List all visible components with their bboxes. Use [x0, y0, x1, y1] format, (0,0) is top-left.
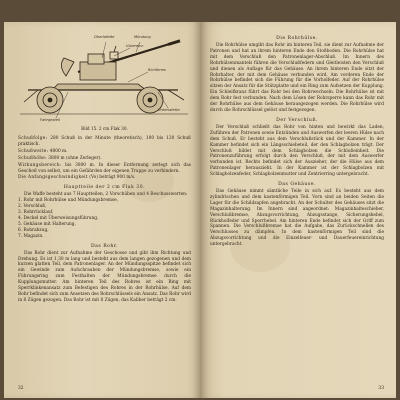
label-traverse-circle: Richtkreis	[148, 68, 166, 72]
label-muzzle: Mündung	[134, 35, 151, 39]
spec-rate-of-fire	[18, 136, 191, 148]
breech-description: Der Verschluß schließt das Rohr von hinten und bewirkt das Laden, Zuführen der Patronen sowie Entzünden und Auswerfen der leeren Hülse nach dem Schuß. Er besteht aus dem Verschlußstück und der Kammer. In der Kammer befindet sich ein Längsschiebeteil, der den Schlagbolzen trägt. Der Verschluß bildet mit dem Schlagbolzen die Schloßeinheit. Die Patronenzuführung erfolgt durch den Verschluß, der mit dem Auswerfer verbunden ist. Rechts befindet sich der Auszieher, der die Hülse aus dem Patronenlager herauszieht. In der Kammer ist der Schlagbolzen mit Schlagbolzenfeder, Schlagbolzenmutter und Zentrierring untergebracht.	[210, 124, 384, 178]
spec-value: bis 3800 m. In dieser Entfernung zerlegt sich das Geschoß von selbst, um ein Gefährden der eigenen Truppe zu verhindern.	[18, 162, 191, 174]
section-heading-barrel-sleeve: Die Rohrhülse.	[276, 36, 318, 41]
spec-key: Schußfolge:	[18, 136, 48, 141]
main-parts-intro: Die Waffe besteht aus 7 Hauptteilen, 2 Vorschüben und 4 Beschusswerten:	[24, 192, 188, 198]
spec-value: 280 Schuß in der Minute (theoretisch), 100 bis 120 Schuß praktisch.	[18, 136, 191, 147]
spec-key: Schußweite:	[18, 148, 49, 154]
label-lower-mount: Unterlafette	[158, 108, 180, 112]
page-number-right: 33	[378, 386, 384, 391]
list-item: 4. Deckel mit Überweisungsführung,	[18, 215, 99, 221]
section-heading-barrel: Das Rohr.	[90, 243, 119, 249]
list-item: 7. Magazin.	[18, 233, 44, 239]
page-number-left: 32	[18, 386, 24, 391]
label-chassis: Fahrgestell	[40, 118, 61, 122]
figure-caption: Bild 15. 2 cm Flak 30.	[81, 126, 128, 131]
section-heading-breech: Der Verschluß.	[276, 117, 318, 123]
left-page	[4, 22, 200, 398]
spec-value: 3800 m (ohne Zerleger).	[48, 155, 102, 161]
spec-key: Die Anfangsgeschwindigkeit	[18, 175, 88, 181]
housing-description: Das Gehäuse nimmt sämtliche Teile in sich auf. Es besteht aus dem zylindrischen und dem kastenförmigen Teil. Vorn sind an beiden Seiten die Lager für die Schildzapfen angebracht. An der Schulter des Gehäuses sitzt die Magazinhalterung. Im Innern sind angeordnet: Magazinhalteschieber, Verschlußbremse, Abzugsvorrichtung, Abzugsstange, Sicherungshebel, Rückholfeder und Sperrhebel. Am hinteren Ende befindet sich der Griff zum Spannen. Die Verschlußbremse hat die Aufgabe, das Zurückschnellen des Verschlusses zu dämpfen. In dem kastenförmigen Teil sind die Abzugsvorrichtung und die Einzelfeuer- und Dauerfeuereinrichtung untergebracht.	[210, 189, 384, 248]
right-page	[200, 22, 396, 398]
spec-value: 4800 m.	[49, 148, 68, 154]
label-upper-mount: Oberlafette	[94, 35, 115, 39]
barrel-sleeve-description: Die Rohrhülse umgibt das Rohr im hinteren Teil, sie dient zur Aufnahme der Patronen und hat an ihrem hinteren Ende den Stoßboden. Die Rohrhülse hat mit dem Verschluß den Patronenlager-Abschluß. Im Innern des Rohrhülsenmantels führen die Verschlußfedern und Gleitleisten den Verschluß und dienen als Auflage für das Gehäuse. An ihrem hinteren Ende sitzt der Rohrhalter, der mit dem Gehäuse verbunden wird. Am vorderen Ende der Rohrhülse befindet sich die Führung für die Vorholfeder. Auf der Rohrhülse sitzen der Ansatz für die Stützplatte und ein Ring zum Aufsetzen der Kupplung. Ein Schleifkranz führt das Rohr bei den Rohrwechseln. Die Rohrhülse ist mit dem Rohr fest verbunden. Nach dem Lösen der Rohrsperre kann das Rohr mit der Rohrhülse aus dem Gehäuse herausgezogen werden. Die Rohrhülse wird durch die Rohrschlüssel gelöst und festgezogen.	[210, 43, 384, 113]
main-parts-list	[18, 198, 191, 239]
section-heading-housing: Das Gehäuse.	[278, 182, 316, 188]
list-item: 6. Rohrabzug,	[18, 227, 49, 233]
section-heading-main-parts: Hauptteile der 2 cm Flak 30.	[63, 185, 146, 191]
spec-key: Wirkungsbereich:	[18, 162, 62, 168]
spec-ceiling	[18, 156, 191, 162]
list-item: 1. Rohr mit Rohrhülse und Mündungsbremse,	[18, 198, 119, 204]
list-item: 2. Verschluß,	[18, 204, 47, 210]
label-sight: Visiereinr.	[126, 44, 144, 48]
spec-range	[18, 149, 191, 155]
gun-illustration	[18, 32, 191, 124]
barrel-description: Das Rohr dient zur Aufnahme der Geschosse und gibt ihm Richtung und Drehung. Es ist 1,30 m lang und besteht aus dem langen gezogenen und dem kurzen glatten Teil, dem Patronenlager. An der Mündungsspitze befindet sich ein Gewinde zum Aufschrauben der Mündungsbremse, sowie ein Führungsring zum Festhalten der Mündungsbremse durch die Kupplungsmutter. Am hinteren Teil des Rohres ist ein Ring mit Sperrklinkenansatz zum Befestigen des Rohres in der Rohrhülse. Auf dem Rohr befindet sich zum Ansetzen des Rohrschlüssels ein Ansatz. Das Rohr wird in 8 Zügen gezogen. Das Rohr ist mit 8 Zügen, das Kaliber beträgt 2 cm.	[18, 250, 191, 303]
spec-value: (Vo) beträgt 900 m/s.	[89, 175, 136, 181]
list-item: 5. Gehäuse mit Halterung,	[18, 221, 76, 227]
spec-key: Schußhöhe:	[18, 155, 47, 161]
list-item: 3. Rohrrücklauf,	[18, 210, 54, 216]
open-book	[4, 22, 396, 398]
